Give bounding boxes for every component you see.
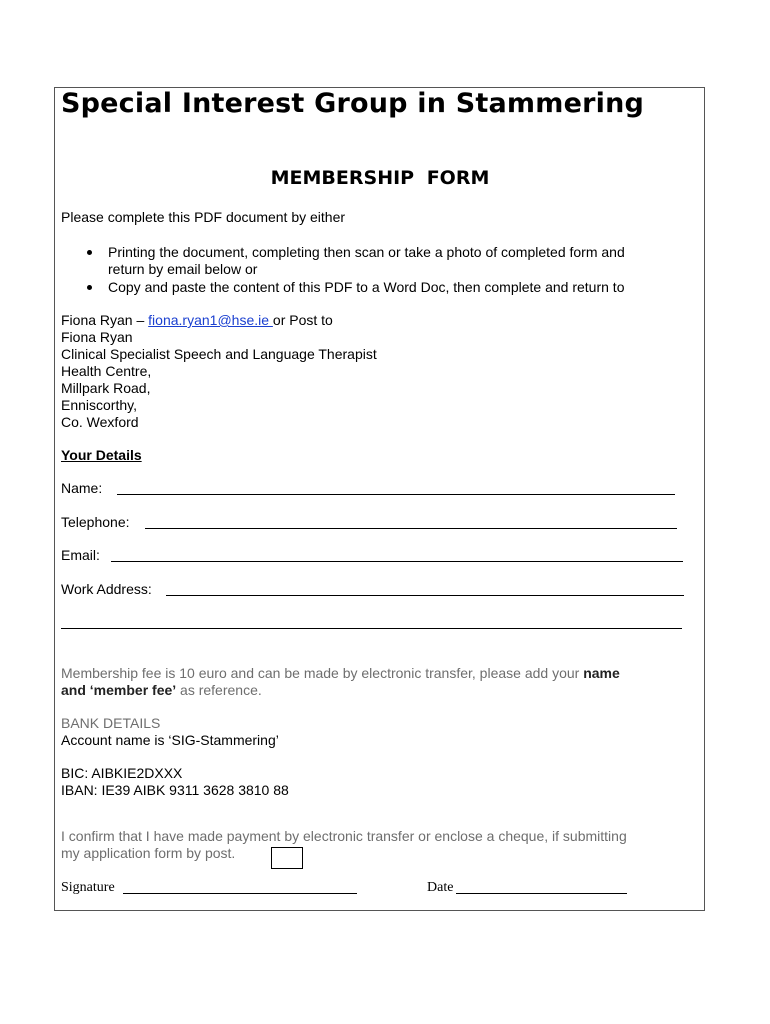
bank-details-heading: BANK DETAILS bbox=[61, 715, 161, 731]
bank-iban: IBAN: IE39 AIBK 9311 3628 3810 88 bbox=[61, 782, 289, 798]
email-field[interactable] bbox=[111, 561, 683, 562]
fee-line-2 bbox=[61, 682, 262, 699]
work-address-field[interactable] bbox=[166, 595, 684, 596]
bullet-icon bbox=[87, 285, 92, 290]
page-title: Special Interest Group in Stammering bbox=[61, 88, 645, 119]
address-line: Co. Wexford bbox=[61, 414, 139, 430]
contact-line bbox=[61, 312, 333, 329]
address-line: Millpark Road, bbox=[61, 380, 151, 396]
payment-confirm-checkbox[interactable] bbox=[271, 847, 303, 869]
address-line: Clinical Specialist Speech and Language Therapist bbox=[61, 346, 377, 362]
signature-label: Signature bbox=[61, 880, 115, 895]
address-line: Health Centre, bbox=[61, 363, 152, 379]
contact-prefix: Fiona Ryan – bbox=[61, 312, 149, 328]
signature-field[interactable] bbox=[123, 893, 357, 894]
email-label: Email: bbox=[61, 547, 100, 563]
bullet-1-line-2: return by email below or bbox=[108, 261, 258, 277]
name-field[interactable] bbox=[117, 494, 675, 495]
intro-text: Please complete this PDF document by either bbox=[61, 209, 346, 225]
address-line: Fiona Ryan bbox=[61, 329, 133, 345]
fee-bold-reference: and ‘member fee’ bbox=[61, 682, 177, 698]
fee-text-end: as reference. bbox=[176, 682, 262, 698]
bank-account-name: Account name is ‘SIG-Stammering’ bbox=[61, 732, 279, 748]
bullet-icon bbox=[87, 250, 92, 255]
your-details-heading: Your Details bbox=[61, 447, 142, 463]
email-link[interactable]: fiona.ryan1@hse.ie bbox=[148, 312, 273, 328]
name-label: Name: bbox=[61, 480, 103, 496]
bullet-1-line-1: Printing the document, completing then scan or take a photo of completed form and bbox=[108, 244, 625, 260]
date-field[interactable] bbox=[456, 893, 627, 894]
work-address-label: Work Address: bbox=[61, 581, 152, 597]
contact-suffix: or Post to bbox=[272, 312, 333, 328]
date-label: Date bbox=[427, 880, 454, 895]
form-title: MEMBERSHIP FORM bbox=[270, 167, 490, 189]
telephone-label: Telephone: bbox=[61, 514, 130, 530]
confirm-line-1: I confirm that I have made payment by electronic transfer or enclose a cheque, if submitting bbox=[61, 828, 627, 844]
address-line: Enniscorthy, bbox=[61, 397, 137, 413]
bank-bic: BIC: AIBKIE2DXXX bbox=[61, 765, 183, 781]
fee-line-1 bbox=[61, 665, 620, 682]
bullet-2-line-1: Copy and paste the content of this PDF to a Word Doc, then complete and return to bbox=[108, 279, 625, 295]
confirm-line-2: my application form by post. bbox=[61, 845, 236, 861]
telephone-field[interactable] bbox=[145, 528, 677, 529]
work-address-field-line-2[interactable] bbox=[61, 628, 682, 629]
fee-text: Membership fee is 10 euro and can be made by electronic transfer, please add your bbox=[61, 665, 584, 681]
fee-bold-name: name bbox=[583, 665, 620, 681]
